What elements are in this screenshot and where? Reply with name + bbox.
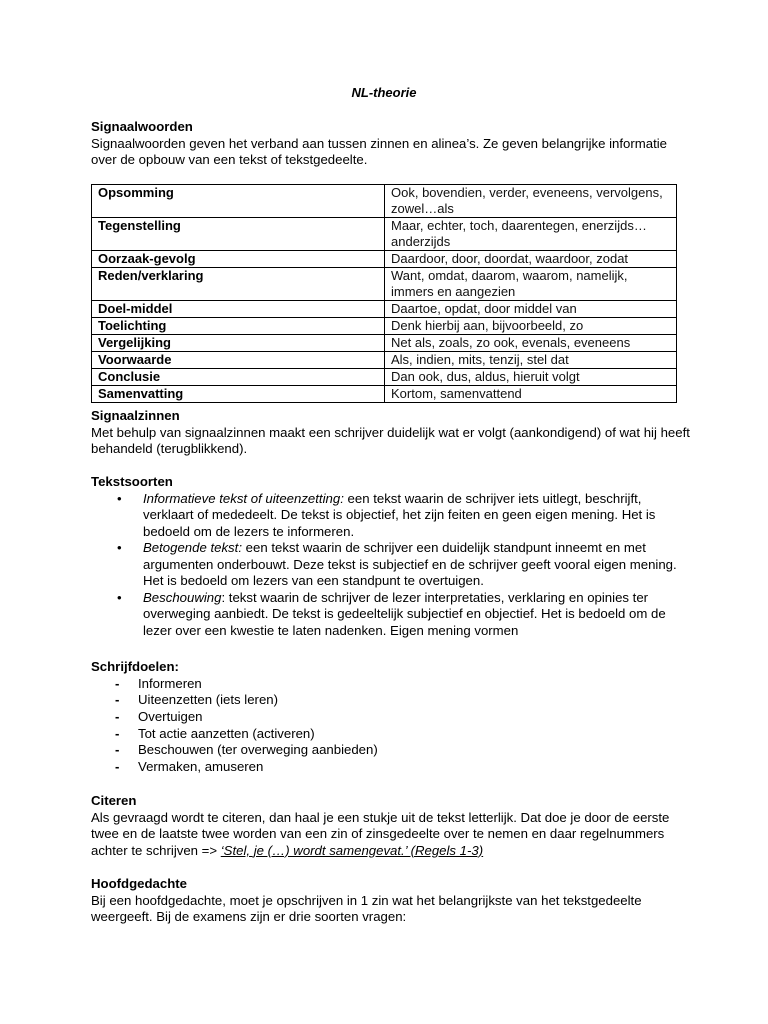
- table-cell-words: Ook, bovendien, verder, eveneens, vervolgens, zowel…als: [385, 185, 677, 218]
- dash-icon: -: [115, 759, 120, 775]
- citeren-heading: Citeren: [91, 793, 137, 808]
- table-row: [92, 352, 677, 369]
- tekstsoorten-heading: Tekstsoorten: [91, 474, 173, 489]
- signaalwoorden-heading: Signaalwoorden: [91, 119, 193, 134]
- list-item: [91, 676, 691, 693]
- bullet-icon: •: [117, 589, 122, 605]
- list-item: [91, 590, 691, 640]
- term: Informatieve tekst of uiteenzetting:: [143, 490, 344, 506]
- table-cell-words: Dan ook, dus, aldus, hieruit volgt: [385, 369, 677, 386]
- table-row: [92, 218, 677, 251]
- list-item: [91, 540, 691, 590]
- table-cell-type: Conclusie: [92, 369, 385, 386]
- bullet-icon: •: [117, 490, 122, 506]
- definition: : tekst waarin de schrijver de lezer interpretaties, verklaring en opinies ter overweging aanbiedt. De tekst is gedeeltelijk subjectief en objectief. Het is bedoeld om de lezer over een kwestie te laten nadenken. Eigen mening vormen: [143, 589, 666, 638]
- citeren-body: Als gevraagd wordt te citeren, dan haal je een stukje uit de tekst letterlijk. Dat doe je door de eerste twee en de laatste twee worden van een zin of zinsgedeelte over te nemen en daar regelnummers achter te schrijven =>: [91, 809, 670, 858]
- list-item-label: Tot actie aanzetten (activeren): [138, 725, 315, 741]
- citeren-section: [91, 793, 691, 859]
- table-cell-type: Oorzaak-gevolg: [92, 251, 385, 268]
- table-cell-type: Tegenstelling: [92, 218, 385, 251]
- table-row: [92, 335, 677, 352]
- list-item: [91, 759, 691, 776]
- dash-icon: -: [115, 692, 120, 708]
- table-cell-words: Als, indien, mits, tenzij, stel dat: [385, 352, 677, 369]
- list-item-label: Overtuigen: [138, 708, 203, 724]
- citeren-text: [91, 810, 691, 860]
- signaalzinnen-text: Met behulp van signaalzinnen maakt een schrijver duidelijk wat er volgt (aankondigend) of wat hij heeft behandeld (terugblikkend).: [91, 424, 690, 456]
- dash-icon: -: [115, 708, 120, 724]
- table-cell-type: Samenvatting: [92, 386, 385, 403]
- citeren-example: ‘Stel, je (…) wordt samengevat.’ (Regels 1-3): [220, 842, 484, 858]
- signaalwoorden-intro: Signaalwoorden geven het verband aan tussen zinnen en alinea’s. Ze geven belangrijke informatie over de opbouw van een tekst of tekstgedeelte.: [91, 135, 667, 167]
- table-cell-words: Daardoor, door, doordat, waardoor, zodat: [385, 251, 677, 268]
- definition: een tekst waarin de schrijver iets uitlegt, beschrijft, verklaart of mededeelt. De tekst is objectief, het zijn feiten en geen eigen mening. Het is bedoeld om de lezers te informeren.: [143, 490, 656, 539]
- table-cell-words: Denk hierbij aan, bijvoorbeeld, zo: [385, 318, 677, 335]
- table-cell-type: Voorwaarde: [92, 352, 385, 369]
- hoofdgedachte-text: Bij een hoofdgedachte, moet je opschrijven in 1 zin wat het belangrijkste van het tekstgedeelte weergeeft. Bij de examens zijn er drie soorten vragen:: [91, 892, 642, 924]
- table-cell-type: Opsomming: [92, 185, 385, 218]
- schrijfdoelen-heading: Schrijfdoelen:: [91, 659, 179, 674]
- dash-icon: -: [115, 742, 120, 758]
- table-row: [92, 386, 677, 403]
- list-item-label: Beschouwen (ter overweging aanbieden): [138, 742, 378, 758]
- table-cell-type: Toelichting: [92, 318, 385, 335]
- signaalzinnen-heading: Signaalzinnen: [91, 408, 180, 423]
- list-item: [91, 726, 691, 743]
- signaalzinnen-section: [91, 408, 691, 458]
- table-cell-words: Daartoe, opdat, door middel van: [385, 301, 677, 318]
- table-row: [92, 268, 677, 301]
- signaalwoorden-section: [91, 119, 691, 169]
- list-item: [91, 692, 691, 709]
- table-cell-words: Kortom, samenvattend: [385, 386, 677, 403]
- table-cell-words: Want, omdat, daarom, waarom, namelijk, immers en aangezien: [385, 268, 677, 301]
- bullet-icon: •: [117, 540, 122, 555]
- schrijfdoelen-section: [91, 659, 691, 776]
- table-row: [92, 301, 677, 318]
- table-row: [92, 318, 677, 335]
- table-cell-words: Net als, zoals, zo ook, evenals, eveneens: [385, 335, 677, 352]
- definition: een tekst waarin de schrijver een duidelijk standpunt inneemt en met argumenten onderbouwt. Deze tekst is subjectief en de schrijver geeft vooral eigen mening. Het is bedoeld om lezers van een standpunt te overtuigen.: [143, 540, 677, 588]
- list-item: [91, 709, 691, 726]
- table-cell-type: Reden/verklaring: [92, 268, 385, 301]
- dash-icon: -: [115, 725, 120, 741]
- term: Beschouwing: [143, 589, 222, 605]
- term: Betogende tekst:: [143, 540, 242, 555]
- table-row: [92, 251, 677, 268]
- list-item-label: Uiteenzetten (iets leren): [138, 692, 279, 708]
- table-row: [92, 369, 677, 386]
- hoofdgedachte-section: [91, 876, 691, 926]
- list-item: [91, 491, 691, 541]
- list-item-label: Informeren: [138, 675, 202, 691]
- hoofdgedachte-heading: Hoofdgedachte: [91, 876, 187, 891]
- schrijfdoelen-list: [91, 676, 691, 776]
- table-row: [92, 185, 677, 218]
- table-cell-type: Vergelijking: [92, 335, 385, 352]
- list-item-label: Vermaken, amuseren: [138, 759, 264, 775]
- list-item: [91, 742, 691, 759]
- page-title: NL-theorie: [351, 85, 417, 100]
- tekstsoorten-list: [91, 491, 691, 640]
- table-cell-words: Maar, echter, toch, daarentegen, enerzijds…anderzijds: [385, 218, 677, 251]
- dash-icon: -: [115, 675, 120, 691]
- tekstsoorten-section: [91, 474, 691, 639]
- signaalwoorden-table: [91, 184, 677, 403]
- table-cell-type: Doel-middel: [92, 301, 385, 318]
